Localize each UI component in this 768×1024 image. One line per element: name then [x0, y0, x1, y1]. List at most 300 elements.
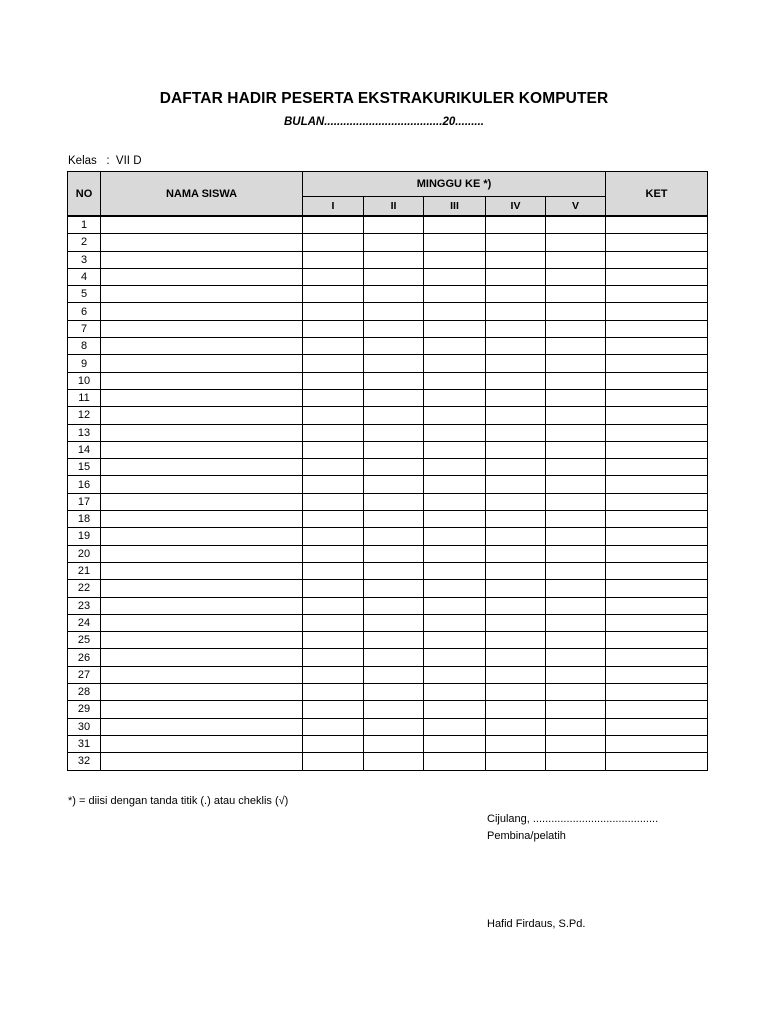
week-2-cell: [364, 718, 424, 735]
week-2-cell: [364, 441, 424, 458]
ket-cell: [606, 528, 708, 545]
week-1-cell: [303, 580, 364, 597]
week-3-cell: [424, 389, 486, 406]
name-cell: [101, 545, 303, 562]
week-2-cell: [364, 459, 424, 476]
week-2-cell: [364, 597, 424, 614]
week-3-cell: [424, 320, 486, 337]
week-3-cell: [424, 597, 486, 614]
week-2-cell: [364, 684, 424, 701]
ket-cell: [606, 718, 708, 735]
header-week-3: III: [424, 197, 486, 217]
table-row: [68, 320, 708, 337]
row-number: 1: [68, 216, 101, 234]
week-5-cell: [546, 441, 606, 458]
week-5-cell: [546, 701, 606, 718]
ket-cell: [606, 701, 708, 718]
week-3-cell: [424, 251, 486, 268]
week-3-cell: [424, 511, 486, 528]
week-2-cell: [364, 753, 424, 770]
header-week-1: I: [303, 197, 364, 217]
row-number: 29: [68, 701, 101, 718]
name-cell: [101, 372, 303, 389]
table-row: [68, 562, 708, 579]
table-row: [68, 511, 708, 528]
ket-cell: [606, 286, 708, 303]
row-number: 12: [68, 407, 101, 424]
week-1-cell: [303, 441, 364, 458]
week-1-cell: [303, 511, 364, 528]
name-cell: [101, 684, 303, 701]
table-row: [68, 718, 708, 735]
name-cell: [101, 303, 303, 320]
week-2-cell: [364, 649, 424, 666]
week-5-cell: [546, 580, 606, 597]
week-1-cell: [303, 562, 364, 579]
name-cell: [101, 528, 303, 545]
week-4-cell: [486, 701, 546, 718]
week-4-cell: [486, 753, 546, 770]
row-number: 16: [68, 476, 101, 493]
ket-cell: [606, 320, 708, 337]
table-row: [68, 493, 708, 510]
header-ket: KET: [606, 172, 708, 217]
ket-cell: [606, 407, 708, 424]
ket-cell: [606, 562, 708, 579]
row-number: 24: [68, 614, 101, 631]
table-row: [68, 649, 708, 666]
name-cell: [101, 286, 303, 303]
week-3-cell: [424, 562, 486, 579]
week-4-cell: [486, 389, 546, 406]
row-number: 9: [68, 355, 101, 372]
ket-cell: [606, 597, 708, 614]
week-4-cell: [486, 666, 546, 683]
row-number: 31: [68, 735, 101, 752]
week-3-cell: [424, 303, 486, 320]
table-row: [68, 216, 708, 234]
table-row: [68, 268, 708, 285]
week-2-cell: [364, 286, 424, 303]
ket-cell: [606, 753, 708, 770]
week-4-cell: [486, 684, 546, 701]
name-cell: [101, 441, 303, 458]
name-cell: [101, 320, 303, 337]
class-label: Kelas : VII D: [68, 155, 142, 167]
week-1-cell: [303, 476, 364, 493]
ket-cell: [606, 459, 708, 476]
ket-cell: [606, 632, 708, 649]
week-2-cell: [364, 666, 424, 683]
week-5-cell: [546, 493, 606, 510]
name-cell: [101, 355, 303, 372]
row-number: 10: [68, 372, 101, 389]
header-nama-siswa: NAMA SISWA: [101, 172, 303, 217]
week-4-cell: [486, 251, 546, 268]
row-number: 18: [68, 511, 101, 528]
week-5-cell: [546, 614, 606, 631]
week-4-cell: [486, 459, 546, 476]
name-cell: [101, 580, 303, 597]
week-1-cell: [303, 251, 364, 268]
table-row: [68, 476, 708, 493]
row-number: 11: [68, 389, 101, 406]
week-4-cell: [486, 303, 546, 320]
row-number: 5: [68, 286, 101, 303]
name-cell: [101, 234, 303, 251]
week-2-cell: [364, 355, 424, 372]
week-3-cell: [424, 476, 486, 493]
week-2-cell: [364, 493, 424, 510]
week-3-cell: [424, 234, 486, 251]
header-week-2: II: [364, 197, 424, 217]
name-cell: [101, 476, 303, 493]
week-5-cell: [546, 753, 606, 770]
row-number: 14: [68, 441, 101, 458]
ket-cell: [606, 372, 708, 389]
header-no: NO: [68, 172, 101, 217]
week-1-cell: [303, 389, 364, 406]
week-2-cell: [364, 389, 424, 406]
week-2-cell: [364, 251, 424, 268]
week-4-cell: [486, 476, 546, 493]
week-2-cell: [364, 268, 424, 285]
row-number: 19: [68, 528, 101, 545]
ket-cell: [606, 424, 708, 441]
week-5-cell: [546, 476, 606, 493]
week-1-cell: [303, 718, 364, 735]
week-5-cell: [546, 234, 606, 251]
row-number: 26: [68, 649, 101, 666]
week-2-cell: [364, 303, 424, 320]
ket-cell: [606, 268, 708, 285]
week-5-cell: [546, 251, 606, 268]
week-2-cell: [364, 338, 424, 355]
row-number: 30: [68, 718, 101, 735]
week-1-cell: [303, 528, 364, 545]
week-5-cell: [546, 268, 606, 285]
name-cell: [101, 753, 303, 770]
name-cell: [101, 701, 303, 718]
name-cell: [101, 268, 303, 285]
week-2-cell: [364, 511, 424, 528]
week-5-cell: [546, 632, 606, 649]
week-3-cell: [424, 718, 486, 735]
week-5-cell: [546, 389, 606, 406]
week-3-cell: [424, 216, 486, 234]
name-cell: [101, 562, 303, 579]
week-3-cell: [424, 286, 486, 303]
table-row: [68, 338, 708, 355]
week-1-cell: [303, 632, 364, 649]
table-row: [68, 666, 708, 683]
week-2-cell: [364, 614, 424, 631]
week-3-cell: [424, 753, 486, 770]
week-1-cell: [303, 407, 364, 424]
week-3-cell: [424, 545, 486, 562]
week-4-cell: [486, 234, 546, 251]
row-number: 15: [68, 459, 101, 476]
week-3-cell: [424, 735, 486, 752]
row-number: 3: [68, 251, 101, 268]
ket-cell: [606, 355, 708, 372]
header-minggu-ke: MINGGU KE *): [303, 172, 606, 197]
week-2-cell: [364, 735, 424, 752]
week-3-cell: [424, 338, 486, 355]
table-row: [68, 372, 708, 389]
week-1-cell: [303, 493, 364, 510]
week-5-cell: [546, 372, 606, 389]
week-1-cell: [303, 303, 364, 320]
ket-cell: [606, 511, 708, 528]
week-4-cell: [486, 424, 546, 441]
name-cell: [101, 614, 303, 631]
week-2-cell: [364, 234, 424, 251]
week-1-cell: [303, 320, 364, 337]
week-4-cell: [486, 718, 546, 735]
week-4-cell: [486, 216, 546, 234]
table-row: [68, 251, 708, 268]
header-week-4: IV: [486, 197, 546, 217]
week-4-cell: [486, 614, 546, 631]
row-number: 21: [68, 562, 101, 579]
week-1-cell: [303, 234, 364, 251]
table-row: [68, 753, 708, 770]
week-3-cell: [424, 614, 486, 631]
week-2-cell: [364, 372, 424, 389]
ket-cell: [606, 216, 708, 234]
week-1-cell: [303, 753, 364, 770]
week-3-cell: [424, 493, 486, 510]
table-row: [68, 234, 708, 251]
table-row: [68, 684, 708, 701]
name-cell: [101, 407, 303, 424]
ket-cell: [606, 666, 708, 683]
week-3-cell: [424, 407, 486, 424]
name-cell: [101, 632, 303, 649]
week-5-cell: [546, 459, 606, 476]
name-cell: [101, 735, 303, 752]
week-1-cell: [303, 701, 364, 718]
week-4-cell: [486, 355, 546, 372]
week-1-cell: [303, 216, 364, 234]
place-date-line: Cijulang, .........................................: [487, 813, 659, 825]
ket-cell: [606, 251, 708, 268]
table-row: [68, 286, 708, 303]
ket-cell: [606, 580, 708, 597]
ket-cell: [606, 338, 708, 355]
week-3-cell: [424, 459, 486, 476]
document-title: DAFTAR HADIR PESERTA EKSTRAKURIKULER KOMPUTER: [159, 90, 609, 107]
table-row: [68, 389, 708, 406]
name-cell: [101, 511, 303, 528]
week-2-cell: [364, 562, 424, 579]
week-5-cell: [546, 338, 606, 355]
ket-cell: [606, 234, 708, 251]
week-5-cell: [546, 355, 606, 372]
row-number: 22: [68, 580, 101, 597]
week-2-cell: [364, 580, 424, 597]
week-2-cell: [364, 407, 424, 424]
table-row: [68, 701, 708, 718]
name-cell: [101, 424, 303, 441]
week-5-cell: [546, 303, 606, 320]
week-5-cell: [546, 528, 606, 545]
week-3-cell: [424, 649, 486, 666]
week-5-cell: [546, 286, 606, 303]
week-2-cell: [364, 424, 424, 441]
week-3-cell: [424, 372, 486, 389]
week-1-cell: [303, 684, 364, 701]
table-row: [68, 459, 708, 476]
signer-name: Hafid Firdaus, S.Pd.: [487, 918, 586, 930]
week-3-cell: [424, 441, 486, 458]
week-2-cell: [364, 216, 424, 234]
week-4-cell: [486, 597, 546, 614]
week-5-cell: [546, 735, 606, 752]
name-cell: [101, 459, 303, 476]
ket-cell: [606, 389, 708, 406]
week-4-cell: [486, 441, 546, 458]
table-row: [68, 528, 708, 545]
table-row: [68, 441, 708, 458]
table-row: [68, 355, 708, 372]
ket-cell: [606, 476, 708, 493]
table-row: [68, 545, 708, 562]
week-4-cell: [486, 545, 546, 562]
week-2-cell: [364, 476, 424, 493]
week-4-cell: [486, 493, 546, 510]
week-3-cell: [424, 528, 486, 545]
name-cell: [101, 718, 303, 735]
week-1-cell: [303, 614, 364, 631]
week-3-cell: [424, 268, 486, 285]
week-3-cell: [424, 424, 486, 441]
table-row: [68, 303, 708, 320]
row-number: 28: [68, 684, 101, 701]
week-5-cell: [546, 597, 606, 614]
signer-role: Pembina/pelatih: [487, 830, 566, 842]
table-row: [68, 614, 708, 631]
ket-cell: [606, 493, 708, 510]
week-5-cell: [546, 407, 606, 424]
week-1-cell: [303, 424, 364, 441]
week-1-cell: [303, 597, 364, 614]
week-4-cell: [486, 286, 546, 303]
table-row: [68, 580, 708, 597]
name-cell: [101, 649, 303, 666]
header-week-5: V: [546, 197, 606, 217]
week-5-cell: [546, 511, 606, 528]
week-2-cell: [364, 701, 424, 718]
week-3-cell: [424, 701, 486, 718]
week-2-cell: [364, 528, 424, 545]
week-4-cell: [486, 268, 546, 285]
ket-cell: [606, 303, 708, 320]
row-number: 17: [68, 493, 101, 510]
row-number: 4: [68, 268, 101, 285]
row-number: 2: [68, 234, 101, 251]
row-number: 8: [68, 338, 101, 355]
week-5-cell: [546, 545, 606, 562]
week-4-cell: [486, 338, 546, 355]
week-1-cell: [303, 545, 364, 562]
week-5-cell: [546, 562, 606, 579]
week-1-cell: [303, 649, 364, 666]
row-number: 27: [68, 666, 101, 683]
week-5-cell: [546, 320, 606, 337]
week-1-cell: [303, 268, 364, 285]
week-3-cell: [424, 355, 486, 372]
week-3-cell: [424, 580, 486, 597]
week-2-cell: [364, 632, 424, 649]
week-4-cell: [486, 649, 546, 666]
week-1-cell: [303, 735, 364, 752]
row-number: 20: [68, 545, 101, 562]
table-row: [68, 632, 708, 649]
row-number: 25: [68, 632, 101, 649]
week-4-cell: [486, 407, 546, 424]
week-4-cell: [486, 511, 546, 528]
ket-cell: [606, 441, 708, 458]
week-1-cell: [303, 459, 364, 476]
month-year-line: BULAN.....................................20.........: [283, 116, 484, 128]
week-2-cell: [364, 545, 424, 562]
week-3-cell: [424, 666, 486, 683]
week-5-cell: [546, 649, 606, 666]
week-4-cell: [486, 372, 546, 389]
ket-cell: [606, 735, 708, 752]
week-4-cell: [486, 528, 546, 545]
name-cell: [101, 216, 303, 234]
row-number: 13: [68, 424, 101, 441]
table-row: [68, 407, 708, 424]
name-cell: [101, 666, 303, 683]
name-cell: [101, 597, 303, 614]
ket-cell: [606, 545, 708, 562]
table-row: [68, 735, 708, 752]
attendance-rows: [68, 216, 708, 770]
week-5-cell: [546, 684, 606, 701]
ket-cell: [606, 649, 708, 666]
row-number: 6: [68, 303, 101, 320]
week-2-cell: [364, 320, 424, 337]
attendance-table: [67, 171, 708, 771]
row-number: 32: [68, 753, 101, 770]
week-4-cell: [486, 580, 546, 597]
week-4-cell: [486, 735, 546, 752]
footnote: *) = diisi dengan tanda titik (.) atau cheklis (√): [68, 795, 289, 807]
week-1-cell: [303, 338, 364, 355]
ket-cell: [606, 684, 708, 701]
table-row: [68, 424, 708, 441]
week-5-cell: [546, 718, 606, 735]
week-1-cell: [303, 355, 364, 372]
week-4-cell: [486, 632, 546, 649]
row-number: 23: [68, 597, 101, 614]
name-cell: [101, 251, 303, 268]
row-number: 7: [68, 320, 101, 337]
week-1-cell: [303, 286, 364, 303]
week-5-cell: [546, 666, 606, 683]
table-row: [68, 597, 708, 614]
week-5-cell: [546, 216, 606, 234]
week-5-cell: [546, 424, 606, 441]
name-cell: [101, 338, 303, 355]
week-3-cell: [424, 632, 486, 649]
week-3-cell: [424, 684, 486, 701]
name-cell: [101, 389, 303, 406]
